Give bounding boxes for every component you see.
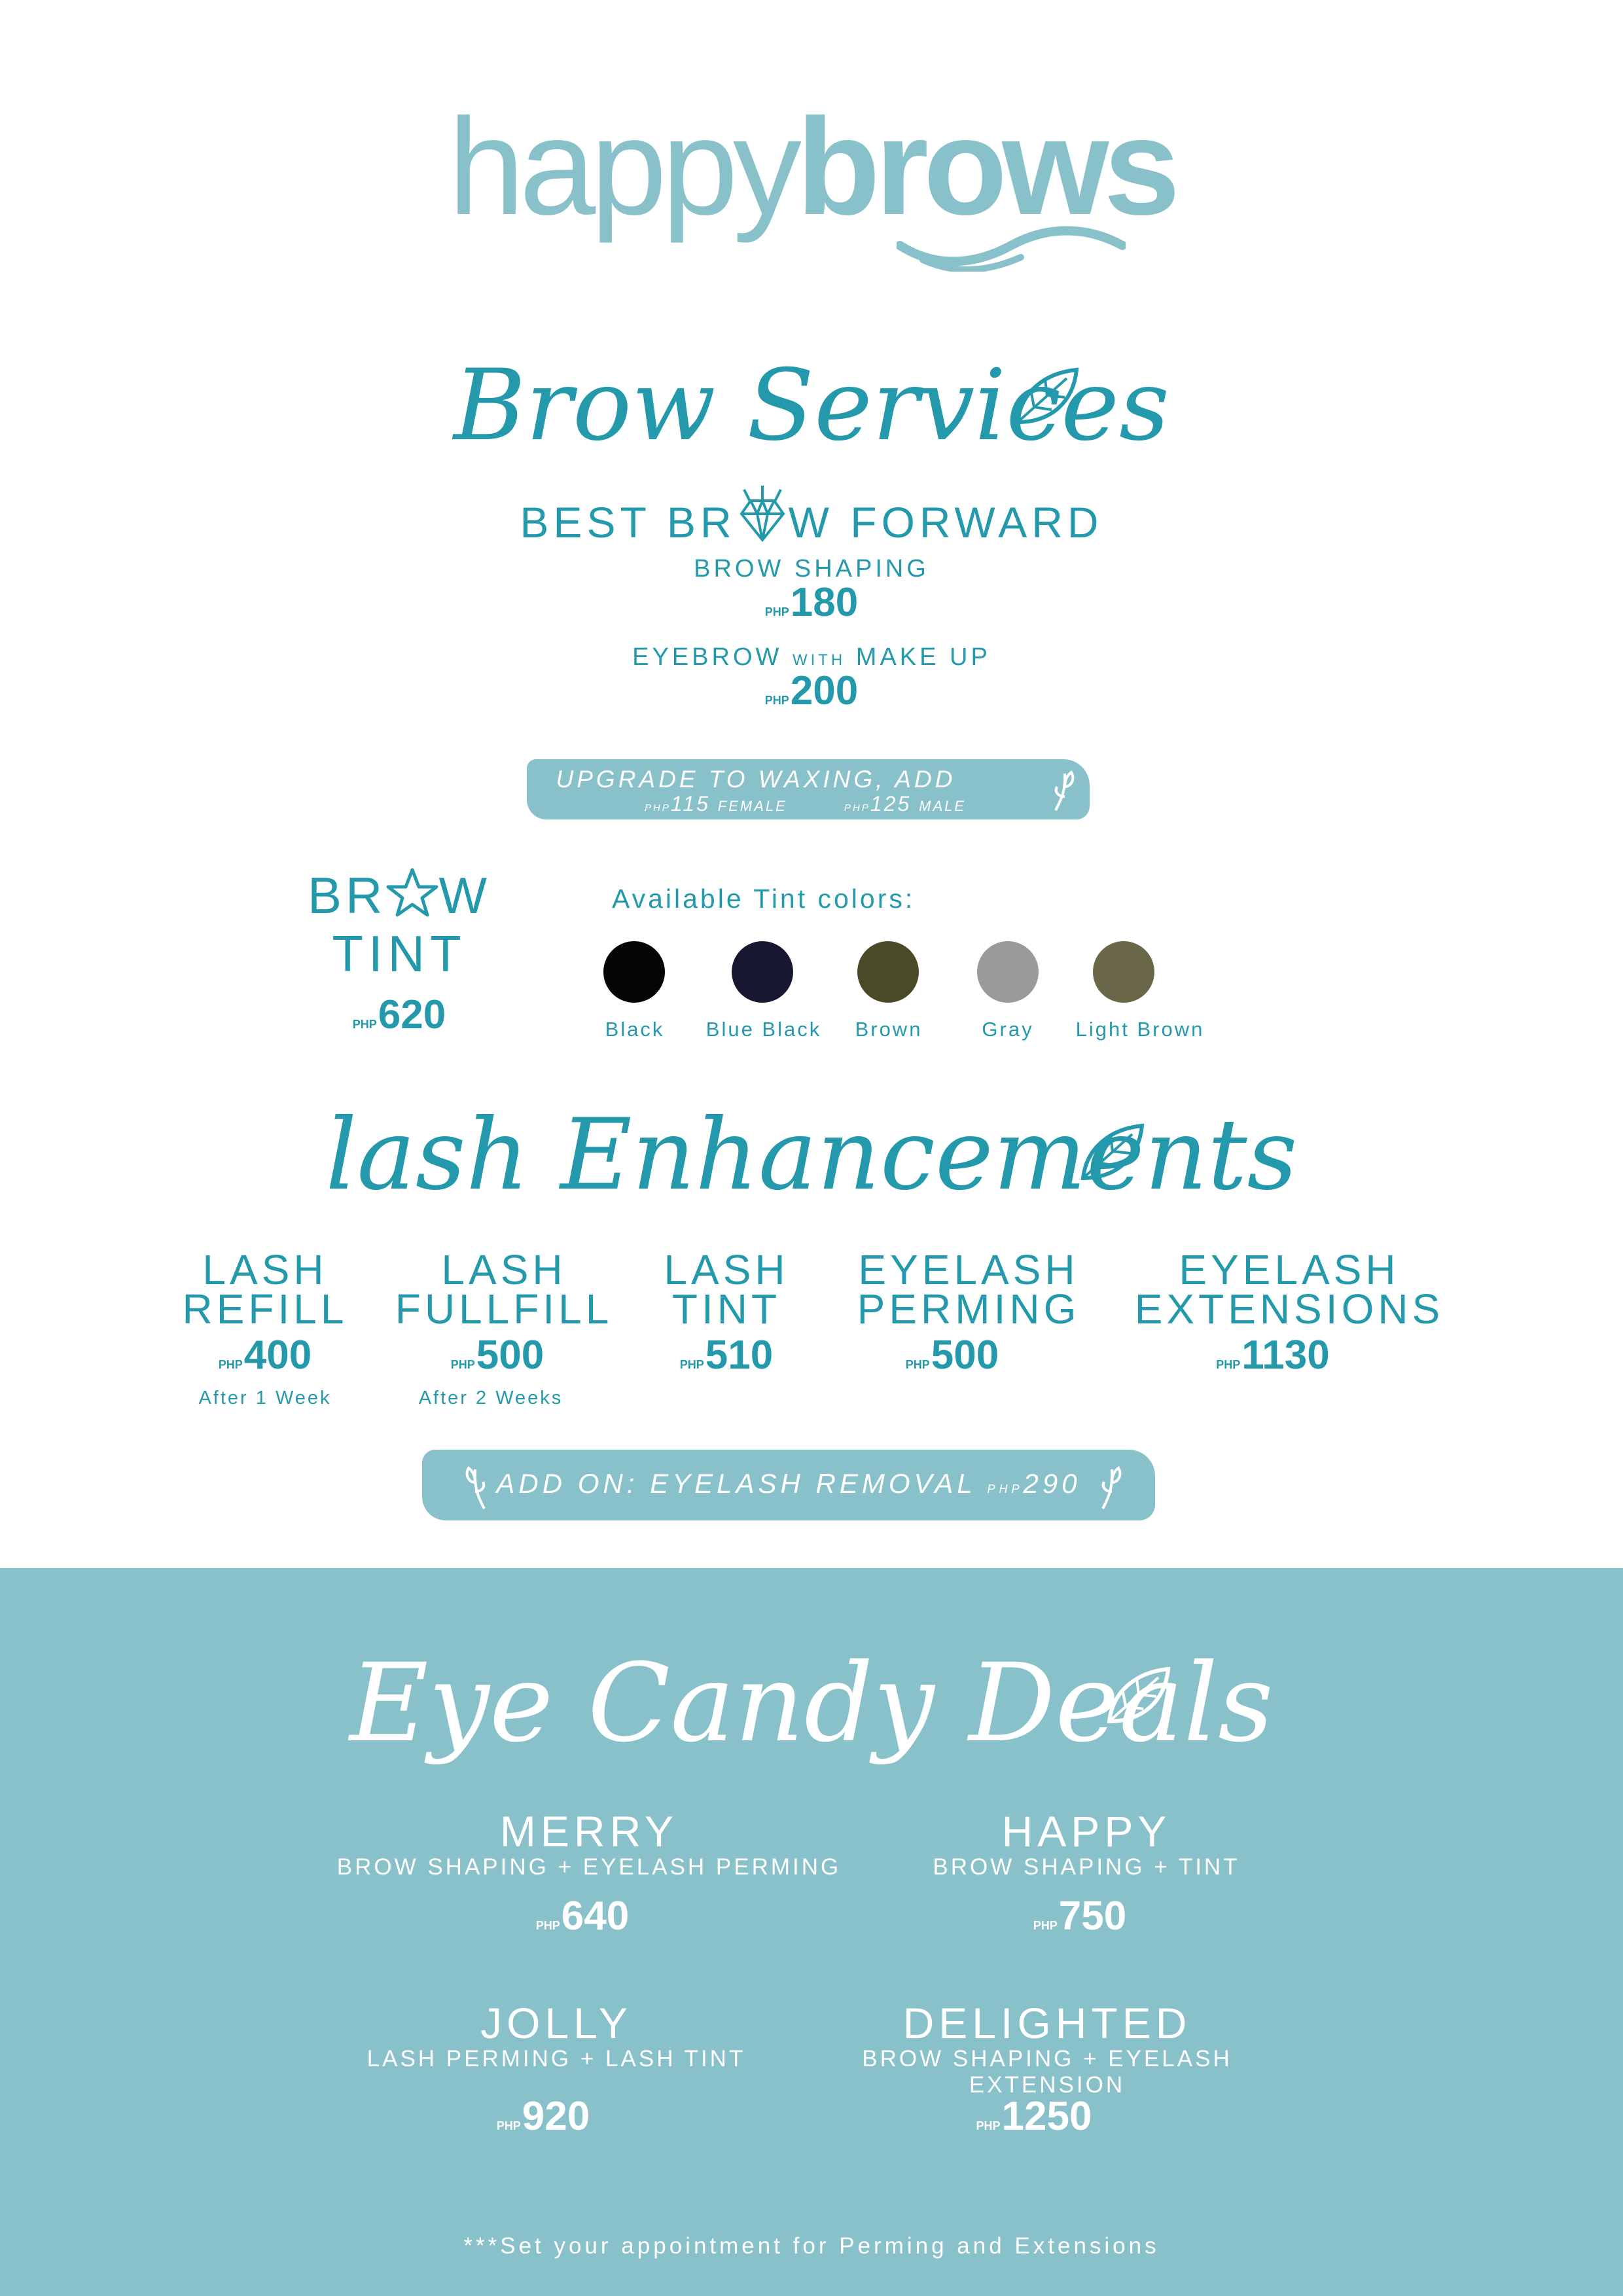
lash-refill-line1: LASH <box>202 1246 328 1293</box>
waxing-female-price: PHP115 FEMALE <box>645 792 787 816</box>
deal-happy-desc: BROW SHAPING + TINT <box>933 1854 1240 1880</box>
brow-shaping-price: PHP180 <box>764 580 859 625</box>
eyelash-removal-banner <box>422 1450 1155 1520</box>
logo-wave-icon <box>897 219 1126 272</box>
leaf-icon <box>1077 1122 1145 1185</box>
eyelash-perming-line1: EYELASH <box>858 1246 1079 1293</box>
leaf-icon <box>1103 1666 1171 1728</box>
swatch-label-blue-black: Blue Black <box>705 1018 822 1041</box>
swatch-label-black: Black <box>605 1018 665 1041</box>
waxing-upgrade-banner <box>527 759 1090 819</box>
lash-fullfill-note: After 2 Weeks <box>418 1388 563 1408</box>
eyelash-extensions-line1: EYELASH <box>1179 1246 1400 1293</box>
best-brow-forward-headline: BEST BR W FORWARD <box>0 494 1623 547</box>
tint-colors-label: Available Tint colors: <box>612 884 916 914</box>
swatch-blue-black <box>732 941 793 1003</box>
eye-candy-deals-title: Eye Candy Deals <box>349 1640 1274 1766</box>
eyebrow-makeup-label: EYEBROW WITH MAKE UP <box>632 643 991 671</box>
logo-light-text: happy <box>448 90 796 243</box>
eyelash-perming-line2: PERMING <box>857 1285 1080 1333</box>
appointment-footnote: ***Set your appointment for Perming and Extensions <box>463 2233 1160 2259</box>
swatch-light-brown <box>1093 941 1154 1003</box>
deal-happy-name: HAPPY <box>1001 1807 1171 1856</box>
waxing-male-price: PHP125 MALE <box>844 792 967 816</box>
deal-delighted-price: PHP1250 <box>976 2094 1092 2139</box>
lash-tint-price: PHP510 <box>679 1333 774 1378</box>
flower-icon <box>1096 1459 1129 1511</box>
lash-refill-note: After 1 Week <box>198 1388 332 1408</box>
lash-refill-price: PHP400 <box>218 1333 312 1378</box>
brow-tint-title-line2: TINT <box>332 925 467 982</box>
swatch-label-brown: Brown <box>855 1018 923 1041</box>
eyelash-extensions-price: PHP1130 <box>1216 1333 1330 1378</box>
swatch-gray <box>977 941 1039 1003</box>
eyelash-perming-price: PHP500 <box>905 1333 999 1378</box>
deal-merry-desc: BROW SHAPING + EYELASH PERMING <box>336 1854 842 1880</box>
flower-icon <box>1049 767 1082 813</box>
lash-fullfill-line2: FULLFILL <box>395 1285 613 1333</box>
deal-delighted-name: DELIGHTED <box>902 1999 1192 2047</box>
swatch-label-gray: Gray <box>982 1018 1034 1041</box>
lash-tint-line1: LASH <box>664 1246 789 1293</box>
leaf-icon <box>1011 367 1080 429</box>
sparkle-icon <box>736 484 789 504</box>
lash-refill-line2: REFILL <box>182 1285 348 1333</box>
lash-tint-line2: TINT <box>671 1285 781 1333</box>
swatch-brown <box>857 941 919 1003</box>
brow-services-title: Brow Services <box>453 349 1170 463</box>
waxing-upgrade-line1: UPGRADE TO WAXING, ADD <box>556 766 956 793</box>
lash-enhancements-title: lash Enhancements <box>325 1098 1298 1212</box>
brand-logo <box>0 90 1623 243</box>
eyelash-extensions-line2: EXTENSIONS <box>1134 1285 1444 1333</box>
deal-merry-name: MERRY <box>499 1807 679 1856</box>
logo-bold-text: brows <box>796 90 1175 243</box>
eyelash-removal-text: ADD ON: EYELASH REMOVAL PHP290 <box>496 1468 1081 1499</box>
brow-tint-title: BR W <box>308 867 491 924</box>
brow-shaping-label: BROW SHAPING <box>694 555 929 583</box>
deal-jolly-price: PHP920 <box>496 2094 590 2139</box>
deal-delighted-desc: BROW SHAPING + EYELASH EXTENSION <box>862 2046 1232 2098</box>
deal-jolly-desc: LASH PERMING + LASH TINT <box>366 2046 746 2072</box>
deal-jolly-name: JOLLY <box>480 1999 632 2047</box>
eyebrow-makeup-price: PHP200 <box>764 668 859 713</box>
deal-merry-price: PHP640 <box>535 1893 630 1939</box>
lash-fullfill-line1: LASH <box>441 1246 567 1293</box>
swatch-label-light-brown: Light Brown <box>1075 1018 1205 1041</box>
deal-happy-price: PHP750 <box>1033 1893 1127 1939</box>
lash-fullfill-price: PHP500 <box>450 1333 544 1378</box>
swatch-black <box>603 941 665 1003</box>
brow-tint-price: PHP620 <box>352 992 446 1037</box>
star-icon <box>386 867 438 917</box>
